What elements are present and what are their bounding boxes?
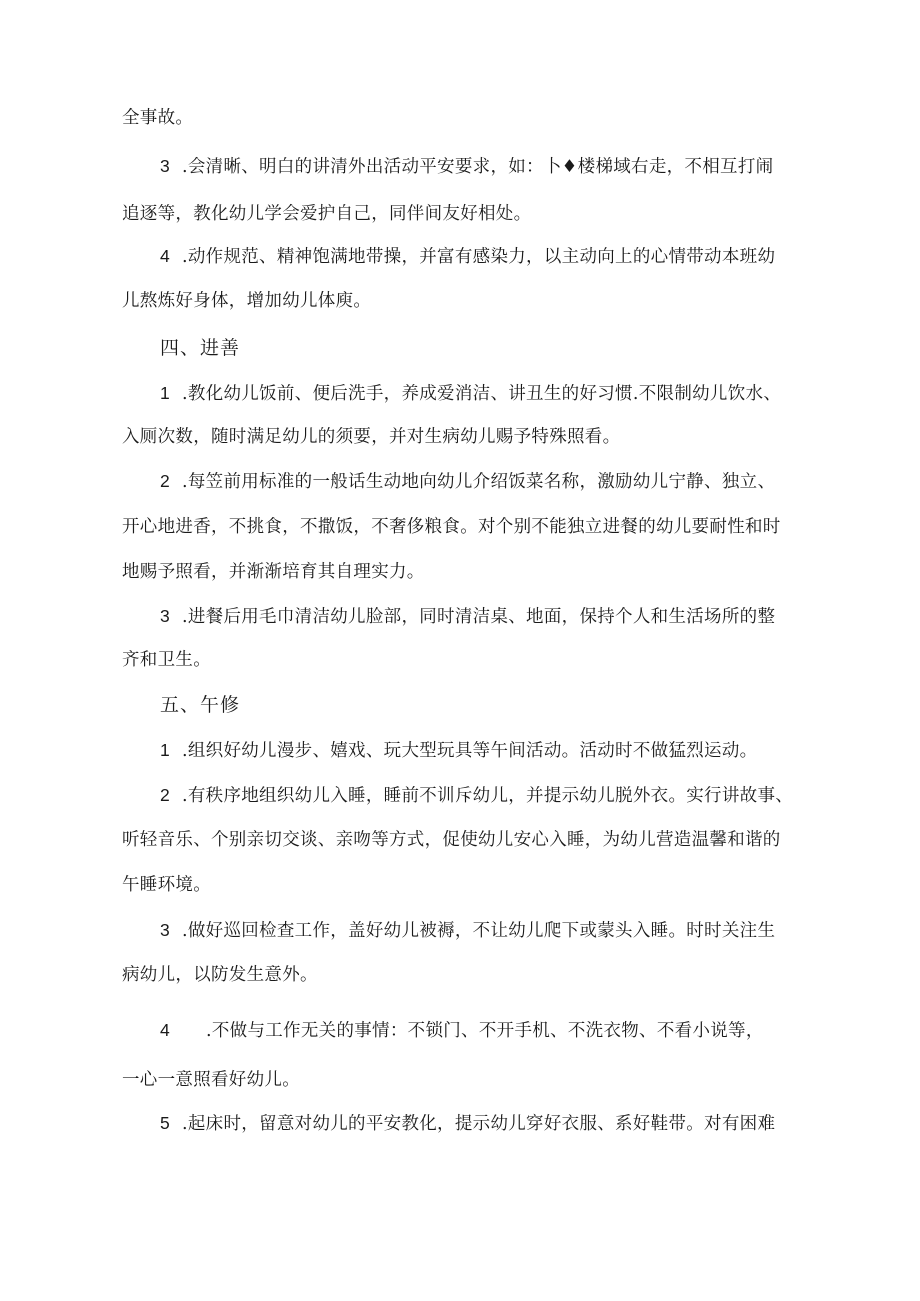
- item-text: .每笠前用标准的一般话生动地向幼儿介绍饭菜名称，激励幼儿宁静、独立、: [182, 472, 776, 492]
- text-line: 入厕次数，随时满足幼儿的须要，并对生病幼儿赐予特殊照看。: [122, 427, 621, 447]
- list-item-start: [160, 1111, 840, 1136]
- text-line: 儿熬炼好身体，增加幼儿体庾。: [122, 291, 372, 311]
- list-item-start: [160, 783, 840, 808]
- item-number: 3: [160, 606, 171, 626]
- item-text: .不做与工作无关的事情：不锁门、不开手机、不洗衣物、不看小说等，: [206, 1021, 764, 1041]
- item-number: 3: [160, 156, 171, 176]
- item-number: 2: [160, 471, 171, 491]
- list-item-start: [160, 244, 840, 269]
- list-item-start: [160, 604, 840, 629]
- list-item-start: [160, 381, 840, 406]
- item-text: .有秩序地组织幼儿入睡，睡前不训斥幼儿，并提示幼儿脱外衣。实行讲故事、: [182, 786, 794, 806]
- item-number: 5: [160, 1113, 171, 1133]
- item-number: 4: [160, 246, 171, 266]
- text-line: 一心一意照看好幼儿。: [122, 1070, 300, 1090]
- item-text: .教化幼儿饭前、便后洗手，养成爱消洁、讲丑生的好习惯.不限制幼儿饮水、: [182, 384, 782, 404]
- list-item-start: [160, 154, 840, 179]
- text-line: 全事故。: [122, 108, 194, 128]
- list-item-start: [160, 469, 840, 494]
- text-line: 地赐予照看，并渐渐培育其自理实力。: [122, 562, 425, 582]
- item-text: .做好巡回检查工作，盖好幼儿被褥，不让幼儿爬下或蒙头入睡。时时关注生: [182, 921, 776, 941]
- item-text: .进餐后用毛巾清洁幼儿脸部，同时清洁桌、地面，保持个人和生活场所的整: [182, 607, 776, 627]
- text-line: 开心地进香，不挑食，不撒饭，不奢侈粮食。对个别不能独立进餐的幼儿要耐性和时: [122, 517, 781, 537]
- list-item-start: [160, 918, 840, 943]
- text-line: 听轻音乐、个别亲切交谈、亲吻等方式，促使幼儿安心入睡，为幼儿营造温馨和谐的: [122, 830, 781, 850]
- item-number: 1: [160, 740, 171, 760]
- item-number: 1: [160, 383, 171, 403]
- item-text: .动作规范、精神饱满地带操，并富有感染力，以主动向上的心情带动本班幼: [182, 247, 776, 267]
- item-number: 2: [160, 785, 171, 805]
- item-number: 4: [160, 1020, 171, 1040]
- list-item-start: [160, 738, 840, 763]
- item-text: .组织好幼儿漫步、嬉戏、玩大型玩具等午间活动。活动时不做猛烈运动。: [182, 741, 758, 761]
- item-text: .起床时，留意对幼儿的平安教化，提示幼儿穿好衣服、系好鞋带。对有困难: [182, 1114, 776, 1134]
- text-line: 齐和卫生。: [122, 650, 211, 670]
- text-line: 病幼儿，以防发生意外。: [122, 965, 318, 985]
- text-line: 追逐等，教化幼儿学会爱护自己，同伴间友好相处。: [122, 204, 532, 224]
- text-line: 午睡环境。: [122, 875, 211, 895]
- item-text: .会清晰、明白的讲清外出活动平安要求，如：卜♦楼梯域右走，不相互打闹: [182, 157, 774, 177]
- list-item-start: [160, 1018, 840, 1043]
- section-heading: 四、进善: [160, 337, 241, 359]
- section-heading: 五、午修: [160, 694, 241, 716]
- item-number: 3: [160, 920, 171, 940]
